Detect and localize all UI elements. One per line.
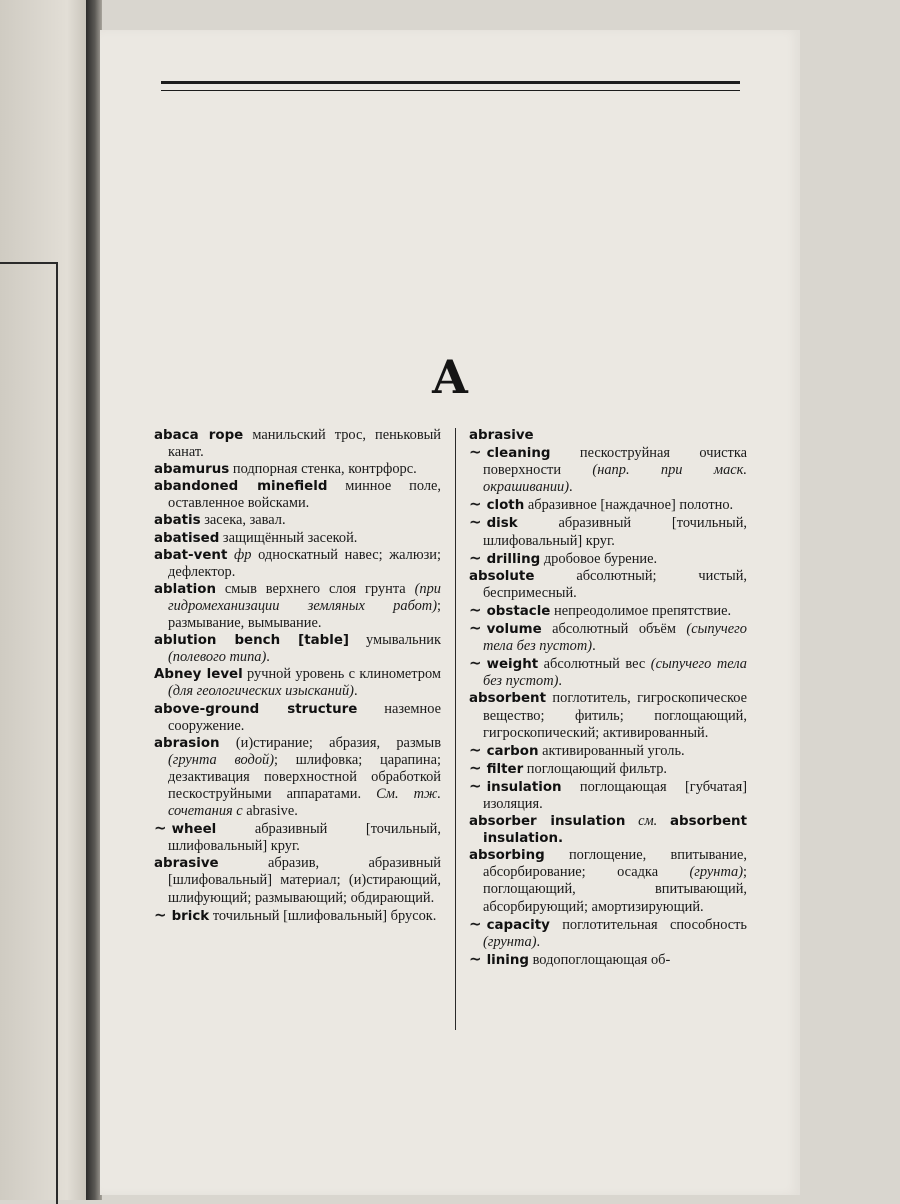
definition: поглощение, впитывание, абсорбирование; осадка <box>483 847 747 881</box>
dictionary-entry <box>154 547 441 581</box>
subentry <box>469 778 747 813</box>
definition: абразивное [наждачное] полотно. <box>527 497 734 514</box>
definition-note: (для геологических изысканий) <box>168 683 354 700</box>
definition-cont: односкатный навес; жалюзи; дефлектор. <box>168 546 441 580</box>
headword: absorbing <box>469 848 545 864</box>
dictionary-entry <box>469 568 747 602</box>
definition-note: (грунта водой) <box>168 751 275 768</box>
definition: умывальник <box>365 632 441 649</box>
definition-cont: ; размывание, вымывание. <box>168 597 441 632</box>
headword: abatised <box>154 530 220 546</box>
dictionary-entry <box>154 666 441 700</box>
subentry-word: insulation <box>486 779 562 795</box>
subentry <box>469 602 747 620</box>
tilde-mark: ~ <box>469 654 482 673</box>
dictionary-entry <box>154 461 441 478</box>
subentry <box>469 742 747 760</box>
definition-note: (сыпучего тела без пустот) <box>483 621 747 655</box>
section-letter: A <box>432 350 468 404</box>
dictionary-entry <box>154 478 441 512</box>
definition: абсолютный объём <box>552 621 676 638</box>
subentry-word: capacity <box>486 917 550 933</box>
subentry <box>154 820 441 855</box>
dictionary-entry <box>469 690 747 741</box>
dictionary-entry <box>469 813 747 847</box>
definition-note: фр <box>234 546 252 563</box>
headword: abandoned minefield <box>154 479 328 495</box>
headword: abaca rope <box>154 428 244 443</box>
subentry-word: lining <box>486 952 529 968</box>
subentry <box>469 620 747 655</box>
subentry <box>469 514 747 549</box>
subentry <box>469 760 747 778</box>
headword: absolute <box>469 568 535 584</box>
headword: abrasive <box>154 856 219 872</box>
tilde-mark: ~ <box>469 776 482 795</box>
definition: водопоглощающая об- <box>532 951 671 968</box>
dictionary-entry <box>154 427 441 461</box>
left-page-frame <box>0 262 58 1204</box>
definition-note: (полевого типа) <box>168 649 267 666</box>
subentry-word: wheel <box>171 822 217 838</box>
subentry <box>469 655 747 690</box>
subentry <box>469 550 747 568</box>
tilde-mark: ~ <box>469 495 482 514</box>
definition: засека, завал. <box>204 512 286 529</box>
dictionary-entry <box>154 581 441 632</box>
subentry-word: cloth <box>486 498 525 514</box>
definition-cont: ; шлифовка; царапина; дезактивация поверхностной обработкой пескоструйными аппаратами. <box>168 751 441 802</box>
definition-cont: . <box>266 649 270 666</box>
subentry-word: obstacle <box>486 603 551 619</box>
definition: абсолютный; чистый, беспримесный. <box>483 567 747 601</box>
subentry-word: disk <box>486 516 518 532</box>
definition: поглощающий фильтр. <box>526 760 668 777</box>
headword: abrasion <box>154 735 220 751</box>
headword: ablation <box>154 581 216 597</box>
definition-cont: . <box>353 683 358 700</box>
definition-cont: . <box>592 638 596 655</box>
headword: above-ground structure <box>154 701 358 717</box>
definition-cont: ; поглощающий, впитывающий, абсорбирующий; амортизирующий. <box>483 864 747 915</box>
subentry <box>469 951 747 969</box>
definition: непреодолимое препятствие. <box>554 602 732 619</box>
right-column <box>469 427 747 969</box>
tilde-mark: ~ <box>154 905 167 924</box>
headword: abamurus <box>154 462 230 478</box>
headword: abrasive <box>469 428 534 443</box>
definition: абразивный [точильный, шлифовальный] круг. <box>483 515 747 549</box>
definition-note: см. <box>638 813 658 830</box>
headword: abatis <box>154 513 201 529</box>
subentry <box>469 444 747 496</box>
headword: absorber insulation <box>469 814 626 830</box>
cross-ref-word: abrasive. <box>246 803 298 820</box>
tilde-mark: ~ <box>154 819 167 838</box>
left-column <box>154 427 441 925</box>
definition: пескоструйная очистка поверхности <box>483 445 747 479</box>
dictionary-entry <box>154 632 441 666</box>
tilde-mark: ~ <box>469 548 482 567</box>
cross-ref-headword: absorbent insulation. <box>483 814 747 847</box>
subentry-word: carbon <box>486 743 539 759</box>
definition-note: (сыпучего тела без пустот) <box>483 656 747 690</box>
tilde-mark: ~ <box>469 443 482 462</box>
definition: точильный [шлифовальный] брусок. <box>212 907 437 924</box>
definition: активированный уголь. <box>542 742 685 759</box>
dictionary-entry <box>154 530 441 547</box>
subentry-word: filter <box>486 761 524 777</box>
dictionary-entry <box>469 847 747 915</box>
definition-cont: . <box>536 933 541 950</box>
dictionary-entry <box>154 701 441 735</box>
definition: абразивный [точильный, шлифовальный] круг. <box>168 821 441 855</box>
headword: absorbent <box>469 691 546 707</box>
definition: поглотитель, гигроскопическое вещество; фитиль; поглощающий, гигроскопический; активированный. <box>483 690 747 741</box>
headword: abat-vent <box>154 547 228 563</box>
dictionary-entry <box>154 735 441 820</box>
definition: (и)стирание; абразия, размыв <box>235 734 441 751</box>
dictionary-entry <box>154 512 441 529</box>
definition: подпорная стенка, контрфорс. <box>232 461 417 478</box>
subentry-word: cleaning <box>486 446 551 462</box>
subentry-word: volume <box>486 622 542 638</box>
tilde-mark: ~ <box>469 914 482 933</box>
subentry <box>469 916 747 951</box>
subentry-word: drilling <box>486 551 541 567</box>
definition-note: (напр. при маск. окрашивании) <box>483 462 747 496</box>
tilde-mark: ~ <box>469 619 482 638</box>
definition: минное поле, оставленное войсками. <box>168 478 441 512</box>
definition-cont: . <box>558 673 562 690</box>
tilde-mark: ~ <box>469 513 482 532</box>
headword: ablution bench [table] <box>154 633 350 649</box>
definition-cont: . <box>569 479 573 496</box>
left-page-edge <box>0 0 96 1200</box>
header-rule-thin <box>161 90 740 91</box>
definition: наземное сооружение. <box>168 700 441 734</box>
definition: манильский трос, пеньковый канат. <box>168 427 441 461</box>
definition: защищённый засекой. <box>222 529 358 546</box>
subentry-word: brick <box>171 908 210 924</box>
definition-note: (грунта) <box>483 933 537 950</box>
definition: поглощающая [губчатая] изоляция. <box>483 778 747 812</box>
tilde-mark: ~ <box>469 600 482 619</box>
subentry <box>469 496 747 514</box>
column-divider <box>455 428 456 1030</box>
definition: поглотительная способность <box>562 916 747 933</box>
cross-ref-note: См. тж. сочетания с <box>168 785 441 820</box>
definition-note: (грунта) <box>689 864 743 881</box>
definition: абсолютный вес <box>543 656 646 673</box>
definition: дробовое бурение. <box>543 550 658 567</box>
headword: Abney level <box>154 667 243 683</box>
definition: абразив, абразивный [шлифовальный] материал; (и)стирающий, шлифующий; размывающий; обдирающий. <box>168 855 441 906</box>
subentry <box>154 907 441 925</box>
header-rule-thick <box>161 81 740 84</box>
tilde-mark: ~ <box>469 758 482 777</box>
definition-note: (при гидромеханизации земляных работ) <box>168 580 441 614</box>
subentry-word: weight <box>486 657 539 673</box>
definition: ручной уровень с клинометром <box>247 666 441 683</box>
tilde-mark: ~ <box>469 740 482 759</box>
dictionary-entry <box>469 427 747 444</box>
definition: смыв верхнего слоя грунта <box>224 580 406 597</box>
tilde-mark: ~ <box>469 949 482 968</box>
dictionary-entry <box>154 855 441 906</box>
